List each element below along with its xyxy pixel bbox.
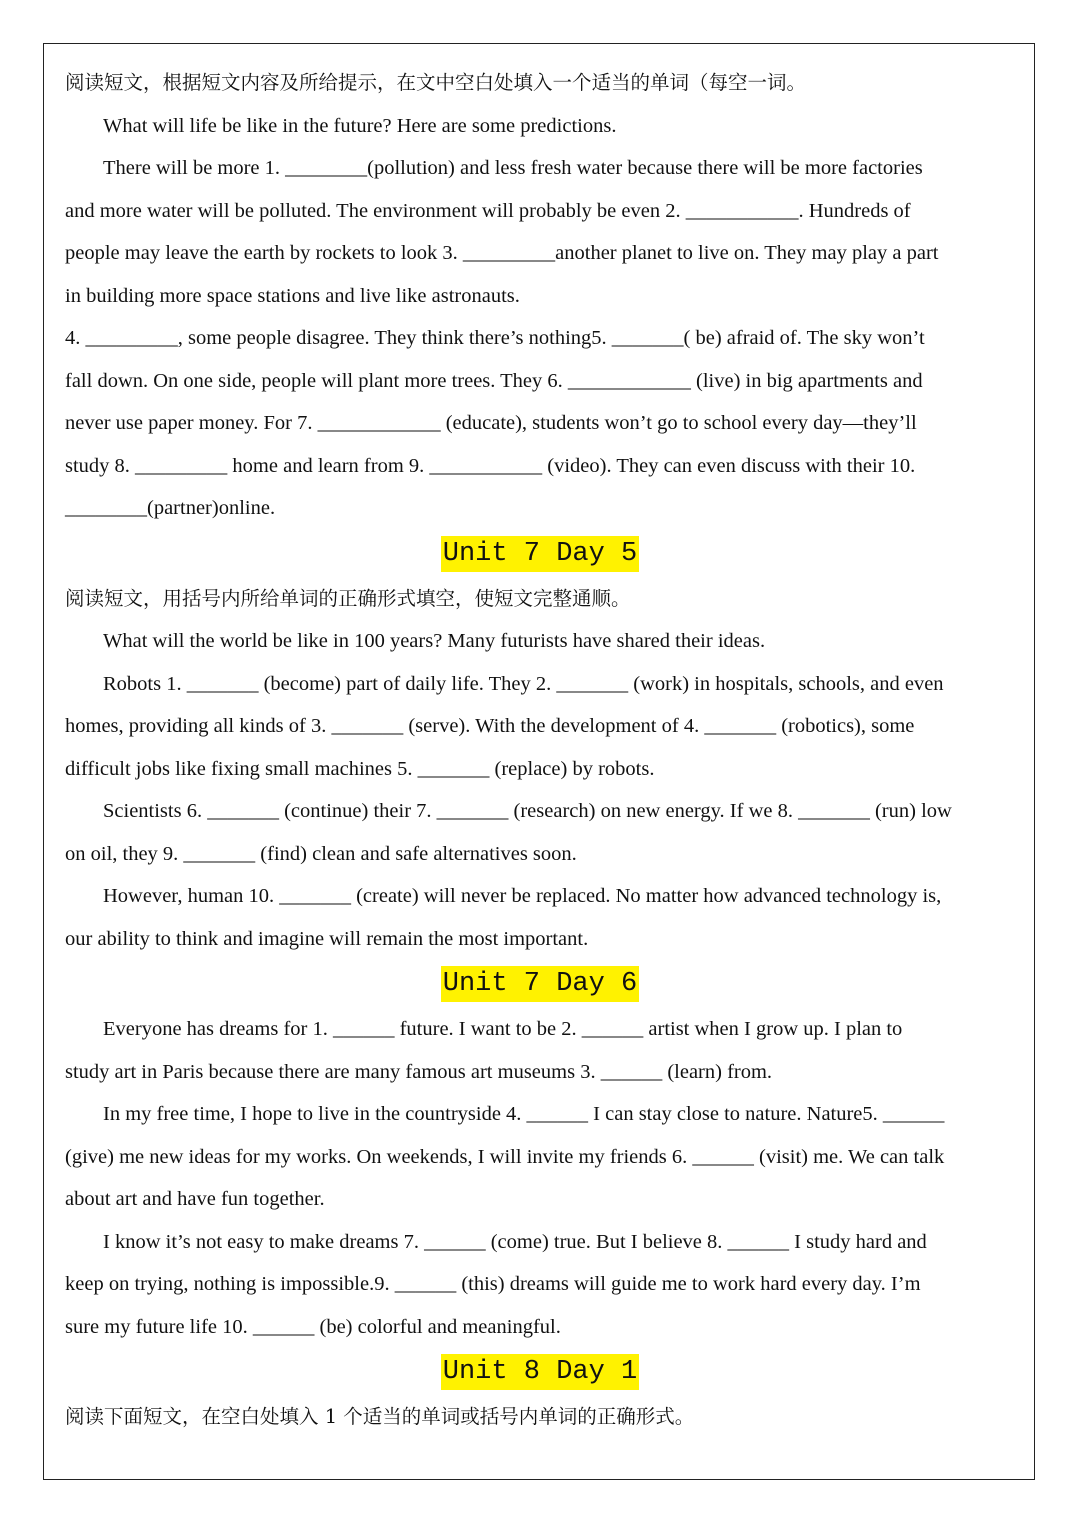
passage-a-line: There will be more 1. ________(pollution) and less fresh water because there will be more factories [103, 157, 923, 179]
section-heading-row [65, 960, 1015, 1008]
passage-c-line: study art in Paris because there are many famous art museums 3. ______ (learn) from. [65, 1060, 773, 1083]
instruction-a: 阅读短文，根据短文内容及所给提示，在文中空白处填入一个适当的单词（每空一词。 [65, 71, 807, 94]
passage-a-line: ________(partner)online. [65, 497, 276, 519]
passage-b-line: our ability to think and imagine will remain the most important. [65, 927, 589, 950]
passage-c-line: keep on trying, nothing is impossible.9. ______ (this) dreams will guide me to work hard every day. I’m [65, 1273, 921, 1295]
passage-b-line: homes, providing all kinds of 3. _______ (serve). With the development of 4. _______ (robotics), some [65, 715, 915, 737]
worksheet-content [65, 62, 1015, 1439]
passage-b-line: on oil, they 9. _______ (find) clean and safe alternatives soon. [65, 842, 577, 865]
passage-a-line: and more water will be polluted. The environment will probably be even 2. ___________. Hundreds of [65, 199, 911, 222]
passage-b-line: difficult jobs like fixing small machines 5. _______ (replace) by robots. [65, 757, 655, 780]
section-heading: Unit 8 Day 1 [441, 1354, 639, 1390]
passage-a-line: in building more space stations and live like astronauts. [65, 284, 520, 307]
passage-a-line: fall down. On one side, people will plant more trees. They 6. ____________ (live) in big apartments and [65, 369, 923, 392]
instruction-b: 阅读短文，用括号内所给单词的正确形式填空，使短文完整通顺。 [65, 586, 631, 610]
passage-c-line: Everyone has dreams for 1. ______ future. I want to be 2. ______ artist when I grow up. I plan to [103, 1018, 903, 1040]
passage-c-line: sure my future life 10. ______ (be) colorful and meaningful. [65, 1315, 561, 1338]
passage-a-line: study 8. _________ home and learn from 9. ___________ (video). They can even discuss with their 10. [65, 454, 916, 477]
passage-c-line: In my free time, I hope to live in the countryside 4. ______ I can stay close to nature. Nature5. ______ [103, 1103, 945, 1125]
instruction-d: 阅读下面短文，在空白处填入 1 个适当的单词或括号内单词的正确形式。 [65, 1405, 695, 1428]
passage-b-line: Scientists 6. _______ (continue) their 7. _______ (research) on new energy. If we 8. _______ (run) low [103, 800, 952, 822]
passage-b-line: However, human 10. _______ (create) will never be replaced. No matter how advanced technology is, [103, 885, 942, 907]
section-heading-row [65, 1348, 1015, 1396]
passage-a-line: never use paper money. For 7. ____________ (educate), students won’t go to school every day—they’ll [65, 412, 917, 434]
passage-c-line: about art and have fun together. [65, 1188, 325, 1210]
passage-a-line: What will life be like in the future? Here are some predictions. [103, 114, 617, 137]
passage-a-line: 4. _________, some people disagree. They think there’s nothing5. _______( be) afraid of. The sky won’t [65, 327, 925, 349]
section-heading-row [65, 530, 1015, 578]
passage-b-line: Robots 1. _______ (become) part of daily life. They 2. _______ (work) in hospitals, schools, and even [103, 672, 944, 695]
section-heading: Unit 7 Day 5 [441, 536, 639, 572]
passage-c-line: (give) me new ideas for my works. On weekends, I will invite my friends 6. ______ (visit) me. We can talk [65, 1145, 945, 1168]
passage-a-line: people may leave the earth by rockets to look 3. _________another planet to live on. They may play a part [65, 242, 939, 264]
section-heading: Unit 7 Day 6 [441, 966, 639, 1002]
passage-b-line: What will the world be like in 100 years? Many futurists have shared their ideas. [103, 630, 766, 652]
passage-c-line: I know it’s not easy to make dreams 7. ______ (come) true. But I believe 8. ______ I study hard and [103, 1230, 927, 1253]
